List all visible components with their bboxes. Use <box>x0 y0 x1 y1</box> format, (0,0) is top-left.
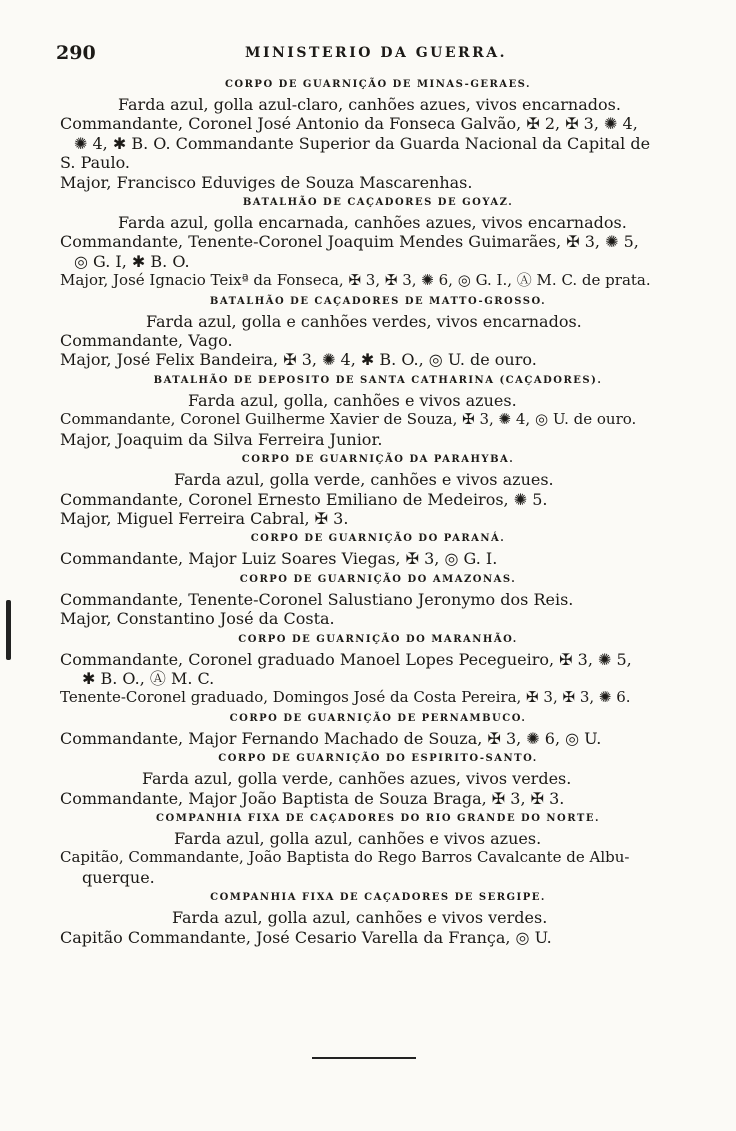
page-header <box>56 42 696 68</box>
entry-line: Major, Francisco Eduviges de Souza Mascarenhas. <box>60 172 473 192</box>
entry-line: Commandante, Coronel Guilherme Xavier de Souza, ✠ 3, ✺ 4, ◎ U. de ouro. <box>60 410 637 429</box>
page-number: 290 <box>56 42 96 64</box>
entry-line: Commandante, Coronel graduado Manoel Lopes Pecegueiro, ✠ 3, ✺ 5, <box>60 649 632 669</box>
section-heading: BATALHÃO DE CAÇADORES DE GOYAZ. <box>242 197 514 209</box>
section-heading: CORPO DE GUARNIÇÃO DE PERNAMBUCO. <box>229 712 527 724</box>
section-heading: CORPO DE GUARNIÇÃO DO ESPIRITO-SANTO. <box>218 753 538 765</box>
uniform-line: Farda azul, golla encarnada, canhões azues, vivos encarnados. <box>118 213 627 233</box>
section-heading: COMPANHIA FIXA DE CAÇADORES DE SERGIPE. <box>210 892 546 904</box>
entry-line: Commandante, Coronel Ernesto Emiliano de Medeiros, ✺ 5. <box>60 489 548 509</box>
entry-line: Capitão Commandante, José Cesario Varella da França, ◎ U. <box>60 927 552 947</box>
section-heading: BATALHÃO DE DEPOSITO DE SANTA CATHARINA (CAÇADORES). <box>153 374 603 386</box>
entry-line: Commandante, Major João Baptista de Souza Braga, ✠ 3, ✠ 3. <box>60 788 565 808</box>
entry-line: Major, Constantino José da Costa. <box>60 609 335 629</box>
section-heading: CORPO DE GUARNIÇÃO DO AMAZONAS. <box>239 573 517 585</box>
page-body <box>60 74 696 947</box>
entry-line: S. Paulo. <box>60 153 131 173</box>
entry-line: ✱ B. O., Ⓐ M. C. <box>82 668 215 688</box>
entry-line: Commandante, Major Luiz Soares Viegas, ✠ 3, ◎ G. I. <box>60 549 498 569</box>
section-heading: BATALHÃO DE CAÇADORES DE MATTO-GROSSO. <box>209 295 547 307</box>
uniform-line: Farda azul, golla azul, canhões e vivos azues. <box>174 828 542 848</box>
entry-line: Major, José Felix Bandeira, ✠ 3, ✺ 4, ✱ B. O., ◎ U. de ouro. <box>60 350 537 370</box>
uniform-line: Farda azul, golla verde, canhões e vivos azues. <box>174 470 554 490</box>
entry-line: Commandante, Tenente-Coronel Joaquim Mendes Guimarães, ✠ 3, ✺ 5, <box>60 232 639 252</box>
uniform-line: Farda azul, golla azul-claro, canhões azues, vivos encarnados. <box>118 95 621 114</box>
entry-line: Tenente-Coronel graduado, Domingos José da Costa Pereira, ✠ 3, ✠ 3, ✺ 6. <box>60 688 631 707</box>
entry-line: querque. <box>82 867 155 887</box>
section-heading: COMPANHIA FIXA DE CAÇADORES DO RIO GRANDE DO NORTE. <box>156 812 600 824</box>
margin-mark <box>6 600 11 660</box>
section-heading: CORPO DE GUARNIÇÃO DA PARAHYBA. <box>241 454 515 466</box>
uniform-line: Farda azul, golla, canhões e vivos azues. <box>188 390 517 410</box>
entry-line: Capitão, Commandante, João Baptista do Rego Barros Cavalcante de Albu- <box>60 848 630 867</box>
entry-line: Major, José Ignacio Teixª da Fonseca, ✠ 3, ✠ 3, ✺ 6, ◎ G. I., Ⓐ M. C. de prata. <box>60 271 651 290</box>
entry-line: ✺ 4, ✱ B. O. Commandante Superior da Guarda Nacional da Capital de <box>74 133 651 153</box>
section-heading: CORPO DE GUARNIÇÃO DO PARANÁ. <box>250 533 506 545</box>
section-heading: CORPO DE GUARNIÇÃO DO MARANHÃO. <box>238 633 518 645</box>
end-rule <box>312 1057 416 1059</box>
uniform-line: Farda azul, golla verde, canhões azues, vivos verdes. <box>142 769 572 789</box>
entry-line: ◎ G. I, ✱ B. O. <box>74 251 190 271</box>
uniform-line: Farda azul, golla e canhões verdes, vivos encarnados. <box>146 311 582 331</box>
page-title: MINISTERIO DA GUERRA. <box>244 45 508 61</box>
entry-line: Commandante, Tenente-Coronel Salustiano Jeronymo dos Reis. <box>60 589 574 609</box>
entry-line: Commandante, Major Fernando Machado de Souza, ✠ 3, ✺ 6, ◎ U. <box>60 728 602 748</box>
entry-line: Major, Miguel Ferreira Cabral, ✠ 3. <box>60 508 349 528</box>
entry-line: Commandante, Vago. <box>60 331 233 351</box>
uniform-line: Farda azul, golla azul, canhões e vivos verdes. <box>172 908 548 928</box>
entry-line: Major, Joaquim da Silva Ferreira Junior. <box>60 429 383 449</box>
entry-line: Commandante, Coronel José Antonio da Fonseca Galvão, ✠ 2, ✠ 3, ✺ 4, <box>60 114 638 134</box>
section-heading: CORPO DE GUARNIÇÃO DE MINAS-GERAES. <box>224 79 532 90</box>
